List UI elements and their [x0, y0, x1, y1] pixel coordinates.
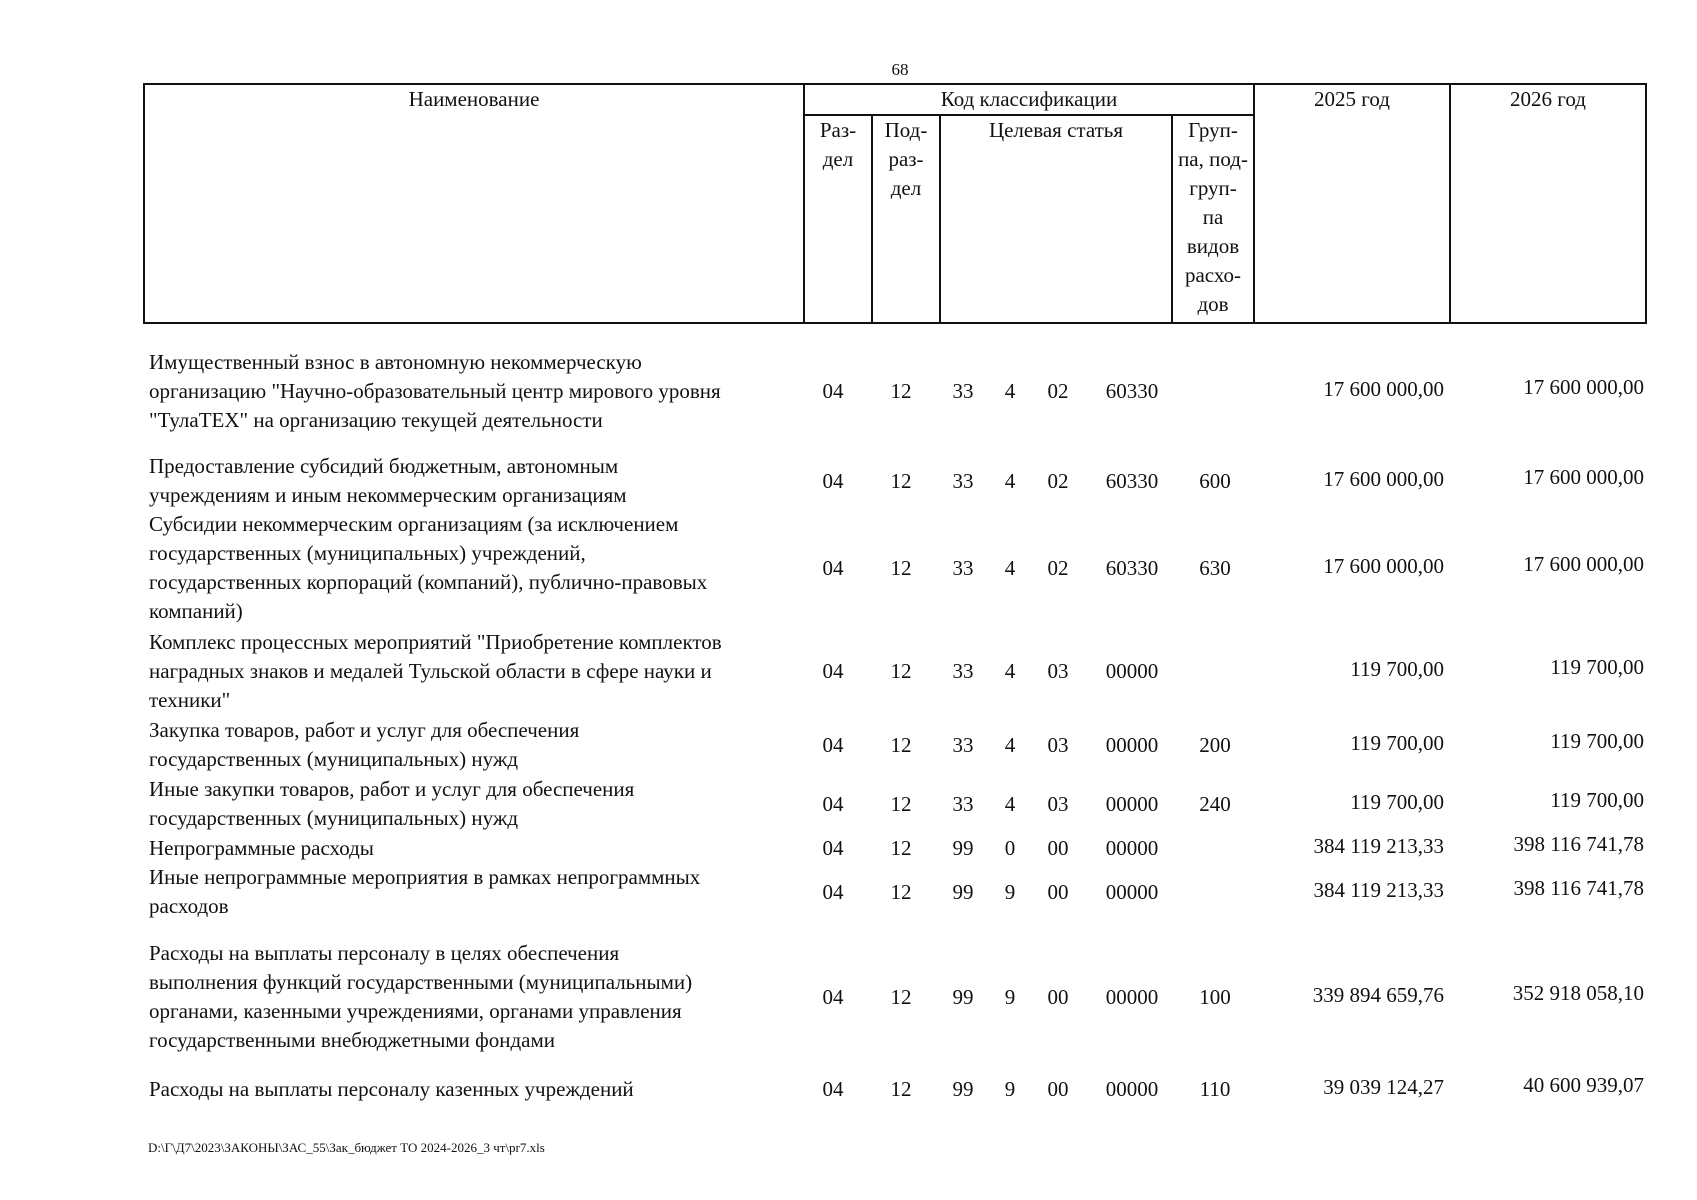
row-code-podrazdel: 12: [890, 836, 912, 860]
row-code-t3: 00: [1047, 984, 1069, 1009]
row-name-line: учреждениям и иным некоммерческим организациям: [149, 483, 627, 507]
row-code-group: 200: [1199, 732, 1231, 757]
row-code-t2: 4: [1004, 379, 1016, 403]
row-code-t2: 9: [1004, 984, 1016, 1009]
row-code-t3: 00: [1047, 836, 1069, 860]
row-code-podrazdel: 12: [890, 659, 912, 683]
row-code-podrazdel: 12: [890, 732, 912, 757]
row-code-t3: 02: [1047, 379, 1069, 403]
row-amount-2026: 352 918 058,10: [1512, 980, 1644, 1005]
row-code-t4: 00000: [1105, 984, 1159, 1009]
row-amount-2026: 119 700,00: [1550, 787, 1644, 812]
row-code-t4: 00000: [1105, 791, 1159, 816]
row-code-t3: 03: [1047, 659, 1069, 683]
row-name: [149, 510, 809, 626]
row-name-line: расходов: [149, 894, 229, 918]
row-code-podrazdel: 12: [890, 379, 912, 403]
row-amount-2026: 17 600 000,00: [1523, 551, 1644, 576]
row-code-podrazdel: 12: [890, 555, 912, 580]
row-code-t1: 99: [952, 984, 974, 1009]
row-code-t2: 0: [1004, 836, 1016, 860]
row-name: [149, 863, 809, 921]
row-name-line: наградных знаков и медалей Тульской области в сфере науки и: [149, 659, 712, 683]
row-code-t4: 00000: [1105, 1077, 1159, 1101]
row-amount-2026: 119 700,00: [1550, 655, 1644, 679]
row-amount-2026: 17 600 000,00: [1523, 375, 1644, 399]
row-code-t2: 9: [1004, 1077, 1016, 1101]
row-name: [149, 628, 809, 715]
row-amount-2026: 398 116 741,78: [1513, 875, 1644, 900]
row-code-t4: 60330: [1105, 379, 1159, 403]
row-name: [149, 834, 809, 863]
row-code-group: 630: [1199, 555, 1231, 580]
row-code-group: 110: [1199, 1077, 1231, 1101]
row-code-t2: 4: [1004, 468, 1016, 493]
row-name-line: организацию "Научно-образовательный центр мирового уровня: [149, 379, 721, 403]
row-name: [149, 939, 809, 1055]
row-name-line: государственными внебюджетными фондами: [149, 1028, 556, 1052]
row-amount-2025: 384 119 213,33: [1313, 877, 1444, 902]
row-code-razdel: 04: [822, 379, 844, 403]
row-name-line: выполнения функций государственными (муниципальными): [149, 970, 693, 994]
row-name-line: Предоставление субсидий бюджетным, автономным: [149, 454, 619, 478]
header-target: Целевая статья: [940, 115, 1172, 323]
row-amount-2025: 339 894 659,76: [1312, 982, 1444, 1007]
row-code-razdel: 04: [822, 791, 844, 816]
row-amount-2025: 17 600 000,00: [1323, 377, 1444, 401]
row-code-razdel: 04: [822, 659, 844, 683]
row-name: [149, 1075, 809, 1104]
row-code-t3: 02: [1047, 555, 1069, 580]
row-name-line: государственных (муниципальных) нужд: [149, 747, 519, 771]
footer-file-path: D:\Г\Д7\2023\ЗАКОНЫ\ЗАС_55\Зак_бюджет ТО 2024-2026_3 чт\pr7.xls: [148, 1140, 545, 1155]
header-year-2026: 2026 год: [1450, 84, 1646, 323]
row-name-line: Иные закупки товаров, работ и услуг для обеспечения: [149, 777, 635, 801]
row-amount-2025: 119 700,00: [1350, 657, 1444, 681]
header-year-2025: 2025 год: [1254, 84, 1450, 323]
row-name: [149, 775, 809, 833]
row-name-line: техники": [149, 688, 231, 712]
row-amount-2025: 384 119 213,33: [1313, 834, 1444, 858]
row-code-t3: 03: [1047, 732, 1069, 757]
row-code-t3: 02: [1047, 468, 1069, 493]
row-code-group: 600: [1199, 468, 1231, 493]
row-code-podrazdel: 12: [890, 791, 912, 816]
row-code-t1: 33: [952, 659, 974, 683]
page-number: 68: [891, 60, 909, 79]
row-code-t3: 00: [1047, 879, 1069, 904]
row-name-line: Имущественный взнос в автономную некоммерческую: [149, 350, 642, 374]
row-name-line: "ТулаТЕХ" на организацию текущей деятельности: [149, 408, 603, 432]
row-code-razdel: 04: [822, 836, 844, 860]
row-code-t3: 03: [1047, 791, 1069, 816]
row-code-group: 240: [1199, 791, 1231, 816]
row-code-t1: 99: [952, 836, 974, 860]
row-code-razdel: 04: [822, 732, 844, 757]
row-code-t1: 33: [952, 379, 974, 403]
row-name-line: органами, казенными учреждениями, органами управления: [149, 999, 682, 1023]
row-amount-2025: 119 700,00: [1350, 730, 1444, 755]
row-name-line: государственных (муниципальных) нужд: [149, 806, 519, 830]
row-code-t1: 33: [952, 468, 974, 493]
row-code-t4: 00000: [1105, 732, 1159, 757]
row-name-line: государственных (муниципальных) учреждений,: [149, 541, 586, 565]
row-amount-2026: 398 116 741,78: [1513, 832, 1644, 856]
row-code-t2: 4: [1004, 555, 1016, 580]
row-name: [149, 348, 809, 435]
row-code-t4: 60330: [1105, 468, 1159, 493]
row-name-line: Расходы на выплаты персоналу казенных учреждений: [149, 1077, 634, 1101]
row-code-razdel: 04: [822, 555, 844, 580]
row-code-razdel: 04: [822, 879, 844, 904]
header-razdel: Раз- дел: [804, 115, 872, 323]
row-name-line: Закупка товаров, работ и услуг для обеспечения: [149, 718, 580, 742]
row-code-razdel: 04: [822, 1077, 844, 1101]
row-code-t4: 60330: [1105, 555, 1159, 580]
row-code-t1: 99: [952, 1077, 974, 1101]
row-amount-2026: 40 600 939,07: [1523, 1073, 1644, 1097]
header-podrazdel: Под- раз- дел: [872, 115, 940, 323]
row-amount-2026: 119 700,00: [1550, 728, 1644, 753]
row-name-line: Субсидии некоммерческим организациям (за исключением: [149, 512, 679, 536]
row-amount-2026: 17 600 000,00: [1523, 464, 1644, 489]
row-code-t1: 33: [952, 791, 974, 816]
row-code-group: 100: [1199, 984, 1231, 1009]
row-amount-2025: 17 600 000,00: [1323, 466, 1444, 491]
row-code-t4: 00000: [1105, 879, 1159, 904]
row-name-line: Комплекс процессных мероприятий "Приобретение комплектов: [149, 630, 722, 654]
row-code-t1: 33: [952, 555, 974, 580]
row-code-podrazdel: 12: [890, 468, 912, 493]
row-name: [149, 452, 809, 510]
row-code-t4: 00000: [1105, 836, 1159, 860]
row-name: [149, 716, 809, 774]
row-code-podrazdel: 12: [890, 879, 912, 904]
row-code-t3: 00: [1047, 1077, 1069, 1101]
row-code-razdel: 04: [822, 984, 844, 1009]
row-code-t4: 00000: [1105, 659, 1159, 683]
row-code-podrazdel: 12: [890, 1077, 912, 1101]
row-amount-2025: 39 039 124,27: [1323, 1075, 1444, 1099]
row-code-t1: 33: [952, 732, 974, 757]
row-code-t2: 4: [1004, 732, 1016, 757]
row-name-line: компаний): [149, 599, 243, 623]
row-amount-2025: 119 700,00: [1350, 789, 1444, 814]
row-code-t2: 4: [1004, 791, 1016, 816]
header-name: Наименование: [144, 84, 804, 323]
row-name-line: Расходы на выплаты персоналу в целях обеспечения: [149, 941, 620, 965]
row-code-razdel: 04: [822, 468, 844, 493]
row-code-t2: 4: [1004, 659, 1016, 683]
header-group: Груп- па, под- груп- па видов расхо- дов: [1172, 115, 1254, 323]
row-code-t1: 99: [952, 879, 974, 904]
row-code-podrazdel: 12: [890, 984, 912, 1009]
row-amount-2025: 17 600 000,00: [1323, 553, 1444, 578]
row-code-t2: 9: [1004, 879, 1016, 904]
header-code-group: Код классификации: [804, 84, 1254, 115]
row-name-line: Иные непрограммные мероприятия в рамках непрограммных: [149, 865, 701, 889]
row-name-line: Непрограммные расходы: [149, 836, 374, 860]
row-name-line: государственных корпораций (компаний), публично-правовых: [149, 570, 708, 594]
